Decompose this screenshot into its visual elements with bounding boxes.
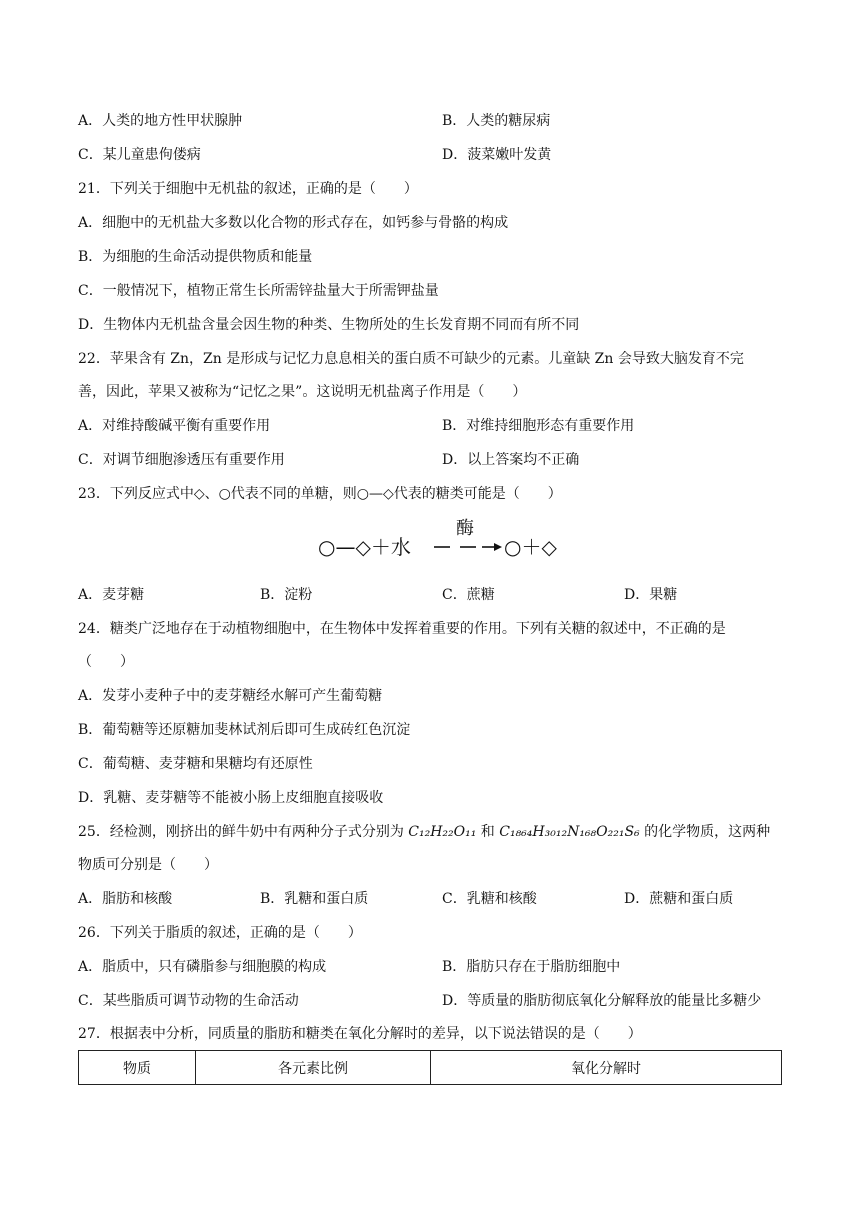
q26-option-a: A．脂质中，只有磷脂参与细胞膜的构成 bbox=[78, 959, 327, 975]
formula-protein: C₁₈₆₄H₃₀₁₂N₁₆₈O₂₂₁S₆ bbox=[499, 824, 640, 840]
q25-stem-prefix: 25．经检测，刚挤出的鲜牛奶中有两种分子式分别为 bbox=[78, 824, 409, 840]
q22-option-a: A．对维持酸碱平衡有重要作用 bbox=[78, 418, 271, 434]
equation-enzyme: 酶 bbox=[456, 518, 474, 539]
q25-stem-line1 bbox=[78, 823, 770, 841]
equation-left: ○—◇＋水 bbox=[318, 535, 411, 559]
q21-option-b: B．为细胞的生命活动提供物质和能量 bbox=[78, 249, 313, 265]
q22-option-c: C．对调节细胞渗透压有重要作用 bbox=[78, 452, 285, 468]
q21-option-d: D．生物体内无机盐含量会因生物的种类、生物所处的生长发育期不同而有所不同 bbox=[78, 317, 580, 333]
q24-option-c: C．葡萄糖、麦芽糖和果糖均有还原性 bbox=[78, 756, 313, 772]
q25-option-b: B．乳糖和蛋白质 bbox=[260, 891, 369, 907]
q22-option-d: D．以上答案均不正确 bbox=[442, 452, 580, 468]
q21-stem: 21．下列关于细胞中无机盐的叙述，正确的是（ ） bbox=[78, 181, 418, 197]
q27-table bbox=[78, 1050, 782, 1085]
q20-option-a: A．人类的地方性甲状腺肿 bbox=[78, 113, 243, 129]
q25-option-a: A．脂肪和核酸 bbox=[78, 891, 173, 907]
q23-option-a: A．麦芽糖 bbox=[78, 587, 145, 603]
q23-option-c: C．蔗糖 bbox=[442, 587, 495, 603]
q22-option-b: B．对维持细胞形态有重要作用 bbox=[442, 418, 635, 434]
q20-option-d: D．菠菜嫩叶发黄 bbox=[442, 147, 552, 163]
table-header-cell: 物质 bbox=[79, 1051, 196, 1085]
q24-option-b: B．葡萄糖等还原糖加斐林试剂后即可生成砖红色沉淀 bbox=[78, 722, 411, 738]
table-header-cell: 各元素比例 bbox=[196, 1051, 431, 1085]
q27-stem: 27．根据表中分析，同质量的脂肪和糖类在氧化分解时的差异，以下说法错误的是（ ） bbox=[78, 1026, 642, 1042]
q20-option-b: B．人类的糖尿病 bbox=[442, 113, 551, 129]
q25-stem-line2: 物质可分别是（ ） bbox=[78, 857, 218, 873]
q21-option-c: C．一般情况下，植物正常生长所需锌盐量大于所需钾盐量 bbox=[78, 283, 439, 299]
equation-right: ○＋◇ bbox=[504, 535, 557, 559]
q20-option-c: C．某儿童患佝偻病 bbox=[78, 147, 201, 163]
q25-stem-mid: 和 bbox=[476, 824, 500, 840]
q22-stem-line1: 22．苹果含有 Zn，Zn 是形成与记忆力息息相关的蛋白质不可缺少的元素。儿童缺 Zn 会导致大脑发育不完 bbox=[78, 351, 744, 367]
q21-option-a: A．细胞中的无机盐大多数以化合物的形式存在，如钙参与骨骼的构成 bbox=[78, 215, 509, 231]
q24-option-a: A．发芽小麦种子中的麦芽糖经水解可产生葡萄糖 bbox=[78, 688, 383, 704]
table-header-cell: 氧化分解时 bbox=[431, 1051, 782, 1085]
q22-stem-line2: 善，因此，苹果又被称为“记忆之果”。这说明无机盐离子作用是（ ） bbox=[78, 384, 527, 400]
q26-stem: 26．下列关于脂质的叙述，正确的是（ ） bbox=[78, 925, 362, 941]
reaction-arrow bbox=[434, 543, 502, 551]
q25-stem-suffix: 的化学物质，这两种 bbox=[639, 824, 771, 840]
q25-option-c: C．乳糖和核酸 bbox=[442, 891, 537, 907]
q26-option-c: C．某些脂质可调节动物的生命活动 bbox=[78, 993, 299, 1009]
q25-option-d: D．蔗糖和蛋白质 bbox=[624, 891, 734, 907]
q23-reaction-equation bbox=[318, 516, 578, 562]
q24-option-d: D．乳糖、麦芽糖等不能被小肠上皮细胞直接吸收 bbox=[78, 790, 384, 806]
q26-option-d: D．等质量的脂肪彻底氧化分解释放的能量比多糖少 bbox=[442, 993, 762, 1009]
q23-stem: 23．下列反应式中◇、○代表不同的单糖，则○—◇代表的糖类可能是（ ） bbox=[78, 486, 562, 502]
q24-stem-line2: （ ） bbox=[78, 654, 134, 670]
formula-lactose: C₁₂H₂₂O₁₁ bbox=[408, 824, 477, 840]
q23-option-d: D．果糖 bbox=[624, 587, 678, 603]
table-header-row bbox=[79, 1051, 782, 1085]
q26-option-b: B．脂肪只存在于脂肪细胞中 bbox=[442, 959, 621, 975]
q24-stem-line1: 24．糖类广泛地存在于动植物细胞中，在生物体中发挥着重要的作用。下列有关糖的叙述中，不正确的是 bbox=[78, 621, 726, 637]
q23-option-b: B．淀粉 bbox=[260, 587, 313, 603]
